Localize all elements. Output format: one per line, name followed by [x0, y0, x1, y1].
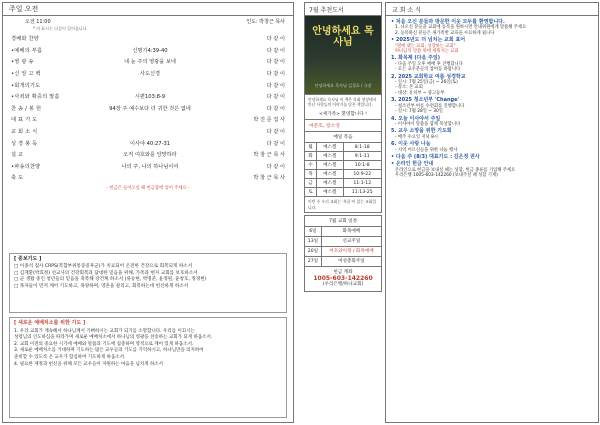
- order-row: [3, 91, 293, 103]
- list-item: □ 이종석 집사 CRPS(복합부위통증증후군)가 치료되어 온전한 건강으로 회복되게 하소서: [14, 264, 193, 270]
- news-heading: 6. 이웃 사랑 나눔: [391, 141, 431, 148]
- schedule-table: [304, 226, 382, 267]
- intercession-title: [ 중보기도 ]: [14, 256, 42, 262]
- table-row: [305, 246, 382, 256]
- news-line: - 매주 수요일 저녁 8시: [395, 134, 438, 140]
- order-item-name: •신 앙 고 백: [11, 71, 41, 78]
- table-cell: 예스겔: [317, 179, 343, 188]
- table-cell: 예스겔: [317, 188, 343, 197]
- list-item: □ 목자들이 먼저 깨어 기도하고, 목양하며, 영혼을 살리고, 회복하는데 헌신하게 하소서: [14, 283, 189, 289]
- list-item: 3. 새로운 예배처소를 기대하며 기도하는 많은 교우들의 기도를 기억하시고, 하나님만을 의지하여: [14, 348, 204, 354]
- list-item: 4. 필요한 재정과 헌신을 위해 모든 교우들이 자원하는 마음을 넘치게 하소서: [14, 361, 164, 367]
- table-row: [305, 179, 382, 188]
- welcome-label: <세가족> 환영합니다 !: [304, 109, 382, 119]
- offering-bank: (우리은행/하나교회): [322, 281, 364, 287]
- table-cell: 화목예배: [321, 226, 381, 236]
- table-cell: 예스겔: [317, 161, 343, 170]
- schedule-title: 7월 교회 일정: [304, 215, 382, 226]
- offering-hint: - 헌금은 들어오실 때 헌금함에 넣어 주세요 -: [106, 185, 190, 191]
- news-heading: • 온라인 헌금 안내: [391, 161, 434, 168]
- news-line: 온라인으로 헌금을 보내실 때는 성함, 헌금 종류를 기입해 주세요: [395, 167, 516, 173]
- vision-box: [9, 317, 287, 418]
- news-line: - 장소: 본 교회: [395, 85, 423, 91]
- order-item-leader: 박 진 준 집 사: [253, 117, 285, 124]
- vision-title: [ 새로운 예배처소를 위한 기도 ]: [14, 320, 86, 326]
- vision-list: [14, 329, 282, 369]
- news-line: - 대상: 유치부 ~ 중고등부: [395, 90, 445, 96]
- news-list: [386, 16, 598, 181]
- order-item-name: 교 회 소 식: [11, 129, 38, 136]
- order-row: [3, 56, 293, 68]
- order-item-leader: 박 창 근 목 사: [253, 175, 285, 182]
- table-cell: 6일: [305, 226, 322, 236]
- order-item-name: 성 경 봉 독: [11, 140, 38, 147]
- order-item-name: 축 도: [11, 175, 24, 182]
- order-item-leader: 다 같 이: [266, 82, 285, 89]
- list-item: 성령님의 인도하심을 따라가며 새로운 예배처소에서 하나님의 영광을 찬송하는 교회가 되게 하옵소서.: [14, 335, 213, 341]
- table-cell: 토: [305, 188, 317, 197]
- daily-bible-table: [304, 142, 382, 197]
- order-item-name: •파송의찬양: [11, 163, 41, 170]
- table-cell: 10:1-8: [343, 161, 382, 170]
- standing-note: * 이 표시는 다같이 일어섭니다: [33, 26, 87, 31]
- news-heading: 2. 2025 교회학교 여름 성경학교: [391, 73, 466, 80]
- news-line: 하나님의 말씀 위에 세워지는 교회: [395, 49, 459, 55]
- news-header: 교 회 소 식: [386, 3, 598, 16]
- order-item-detail: 이사야 40:27-31: [129, 140, 171, 147]
- recommended-book-column: [304, 2, 382, 423]
- table-row: [305, 152, 382, 161]
- news-line: - 일시: 7월 25일(금) ~ 26일(토): [395, 80, 458, 86]
- order-item-name: 설 교: [11, 152, 24, 159]
- news-line: - 이사야서 말씀을 함께 묵상합니다: [395, 121, 461, 127]
- book-description: 안녕하세요 목사님 이 책은 목회 현장에서 만난 사람들의 이야기를 담은 책입니다.: [304, 95, 382, 109]
- worship-order-page: [2, 2, 294, 423]
- news-line: "열매 맺는 교회, 성장하는 교회": [395, 43, 456, 49]
- list-item: □ 김재환(박효정) 선교사의 건강회복과 담대한 믿음을 위해, 가족과 현지 교회를 보호하소서: [14, 270, 198, 276]
- intercession-box: [9, 253, 287, 313]
- church-news-column: [385, 2, 599, 423]
- order-row: [3, 103, 293, 115]
- order-item-leader: 다 같 이: [266, 163, 285, 170]
- table-cell: 11:1-12: [343, 179, 382, 188]
- news-heading: • 처음 오신 분들과 방문한 이웃 모두를 환영합니다.: [391, 19, 505, 25]
- table-cell: 금: [305, 179, 317, 188]
- table-cell: 9:1-11: [343, 152, 382, 161]
- table-cell: 예스겔: [317, 152, 343, 161]
- news-line: 1. 나오신 분들을 교회에 등록을 원하시면 안내위원에게 말씀해 주세요: [395, 25, 527, 31]
- table-cell: 목: [305, 170, 317, 179]
- order-item-detail: 나의 주, 나의 하나님이여: [121, 163, 179, 170]
- offering-account: [304, 267, 382, 292]
- weekly-note: 이번 주 우리 교회는 '복음'이 있는 교회입니다.: [304, 197, 382, 212]
- list-item: 1. 우리 교회가 계속해서 하나님께서 기뻐하시는 교회가 되기를 소망합니다. 우리를 이끄시는: [14, 328, 195, 334]
- table-cell: 8:1-18: [343, 143, 382, 152]
- order-item-detail: 내 눈 주의 영광을 보네: [124, 59, 176, 66]
- news-heading: • 2025년도 더 넘치는 교회 표어: [391, 37, 466, 44]
- book-cover-title: 안녕하세요 목사님: [312, 26, 374, 48]
- order-item-leader: 박 창 근 목 사: [253, 152, 285, 159]
- table-row: [305, 170, 382, 179]
- order-row: [3, 33, 293, 45]
- order-item-leader: 다 같 이: [266, 105, 285, 112]
- order-row: [3, 172, 293, 184]
- order-item-name: 경배와 찬양: [11, 36, 39, 43]
- news-heading: 1. 화목제 (다음 주일): [391, 55, 440, 62]
- table-cell: 여호와이레 / 화목예배: [321, 246, 381, 256]
- book-header: 7월 추천도서: [304, 2, 382, 15]
- order-item-leader: 다 같 이: [266, 59, 285, 66]
- news-heading: 3. 2025 청소년부 'Change': [391, 97, 460, 104]
- table-cell: 예스겔: [317, 143, 343, 152]
- order-item-detail: 오직 여호와를 앙망하라: [123, 152, 177, 159]
- section-title: 주일 오전: [3, 3, 293, 16]
- table-cell: 여성총회주일: [321, 256, 381, 266]
- service-time: 오전 11:00: [25, 19, 51, 25]
- table-cell: 27일: [305, 256, 322, 266]
- order-row: [3, 149, 293, 161]
- order-item-detail: 시편103:8-9: [134, 94, 166, 101]
- news-line: - 다음 주일 오후 예배 후 진행합니다: [395, 61, 463, 67]
- order-item-leader: 다 같 이: [266, 94, 285, 101]
- news-heading: • 다음 주 (8/3) 대표기도 : 김은정 권사: [391, 153, 480, 160]
- order-row: [3, 68, 293, 80]
- newcomer-names: 여분호, 장소영: [304, 119, 382, 131]
- order-of-service: [3, 33, 293, 184]
- news-line: - 모든 교우분들의 참여를 바랍니다: [395, 67, 461, 73]
- table-cell: 선교주일: [321, 236, 381, 246]
- news-heading: 5. 교우 소망을 위한 기도회: [391, 128, 452, 135]
- table-row: [305, 236, 382, 246]
- order-row: [3, 161, 293, 173]
- order-item-name: •사죄와 확증의 말씀: [11, 94, 60, 101]
- list-item: □ 군 생활 중인 청년들의 믿음을 축복해 강건케 하소서 (류승현, 박명준, 윤정원, 윤창호, 정경현): [14, 277, 207, 283]
- offering-account-number: 1005-603-142260: [313, 274, 373, 282]
- table-row: [305, 256, 382, 266]
- order-item-name: 찬 송 / 봉 헌: [11, 105, 42, 112]
- offering-title: 헌금 계좌: [333, 269, 353, 275]
- news-line: 2. 등록하신 분들은 새가족반 교육을 수료하게 됩니다: [395, 30, 495, 36]
- table-cell: 10:9-22: [343, 170, 382, 179]
- order-row: [3, 126, 293, 138]
- table-cell: 20일: [305, 246, 322, 256]
- news-line: - 일시: 7월 28일 ~ 30일: [395, 109, 443, 115]
- table-cell: 화: [305, 152, 317, 161]
- table-row: [305, 188, 382, 197]
- order-item-leader: 다 같 이: [266, 129, 285, 136]
- news-heading: 4. 오늘 이사야서 주일: [391, 115, 441, 122]
- order-item-leader: 다 같 이: [266, 140, 285, 147]
- order-row: [3, 137, 293, 149]
- table-cell: 예스겔: [317, 170, 343, 179]
- table-cell: 11:13-25: [343, 188, 382, 197]
- order-item-name: 대 표 기 도: [11, 117, 38, 124]
- table-cell: 13일: [305, 236, 322, 246]
- news-line: 우리은행 1005-603-142260 (보내주실 때 성함 기재): [395, 173, 498, 179]
- order-row: [3, 45, 293, 57]
- order-row: [3, 79, 293, 91]
- table-cell: 수: [305, 161, 317, 170]
- table-row: [305, 161, 382, 170]
- order-item-name: •회개의기도: [11, 82, 41, 89]
- order-row: [3, 114, 293, 126]
- table-row: [305, 226, 382, 236]
- intercession-list: [14, 264, 282, 290]
- service-leader: 인도: 박창근 목사: [246, 19, 285, 25]
- order-item-leader: 다 같 이: [266, 71, 285, 78]
- list-item: 준비할 수 있도록 온 교우가 합심하여 기도하게 하옵소서.: [14, 354, 126, 360]
- order-item-detail: 사도신경: [139, 71, 161, 78]
- order-item-name: •예배의 부름: [11, 47, 43, 54]
- list-item: 2. 교회 이전의 중요한 시기에 예배와 말씀과 기도에 집중하며 영적으로 깨어 있게 하옵소서.: [14, 341, 194, 347]
- table-cell: 월: [305, 143, 317, 152]
- book-cover-subtitle: 안녕하세요 목사님 김경호 / 규장: [314, 83, 372, 88]
- order-item-detail: 94장 주 예수보다 더 귀한 것은 없네: [109, 105, 191, 112]
- service-info: [3, 16, 293, 25]
- daily-bible-title: 매일 복음: [304, 131, 382, 142]
- order-item-leader: 다 같 이: [266, 36, 285, 43]
- news-line: - 청소년부 여름 수련회를 진행합니다: [395, 103, 465, 109]
- order-item-name: •영 광 송: [11, 59, 34, 66]
- order-item-leader: 다 같 이: [266, 47, 285, 54]
- table-row: [305, 143, 382, 152]
- book-cover: [304, 15, 382, 95]
- order-item-detail: 신명기4:39-40: [132, 47, 168, 54]
- news-line: - 지역 어르신들을 위한 나눔 행사: [395, 147, 458, 153]
